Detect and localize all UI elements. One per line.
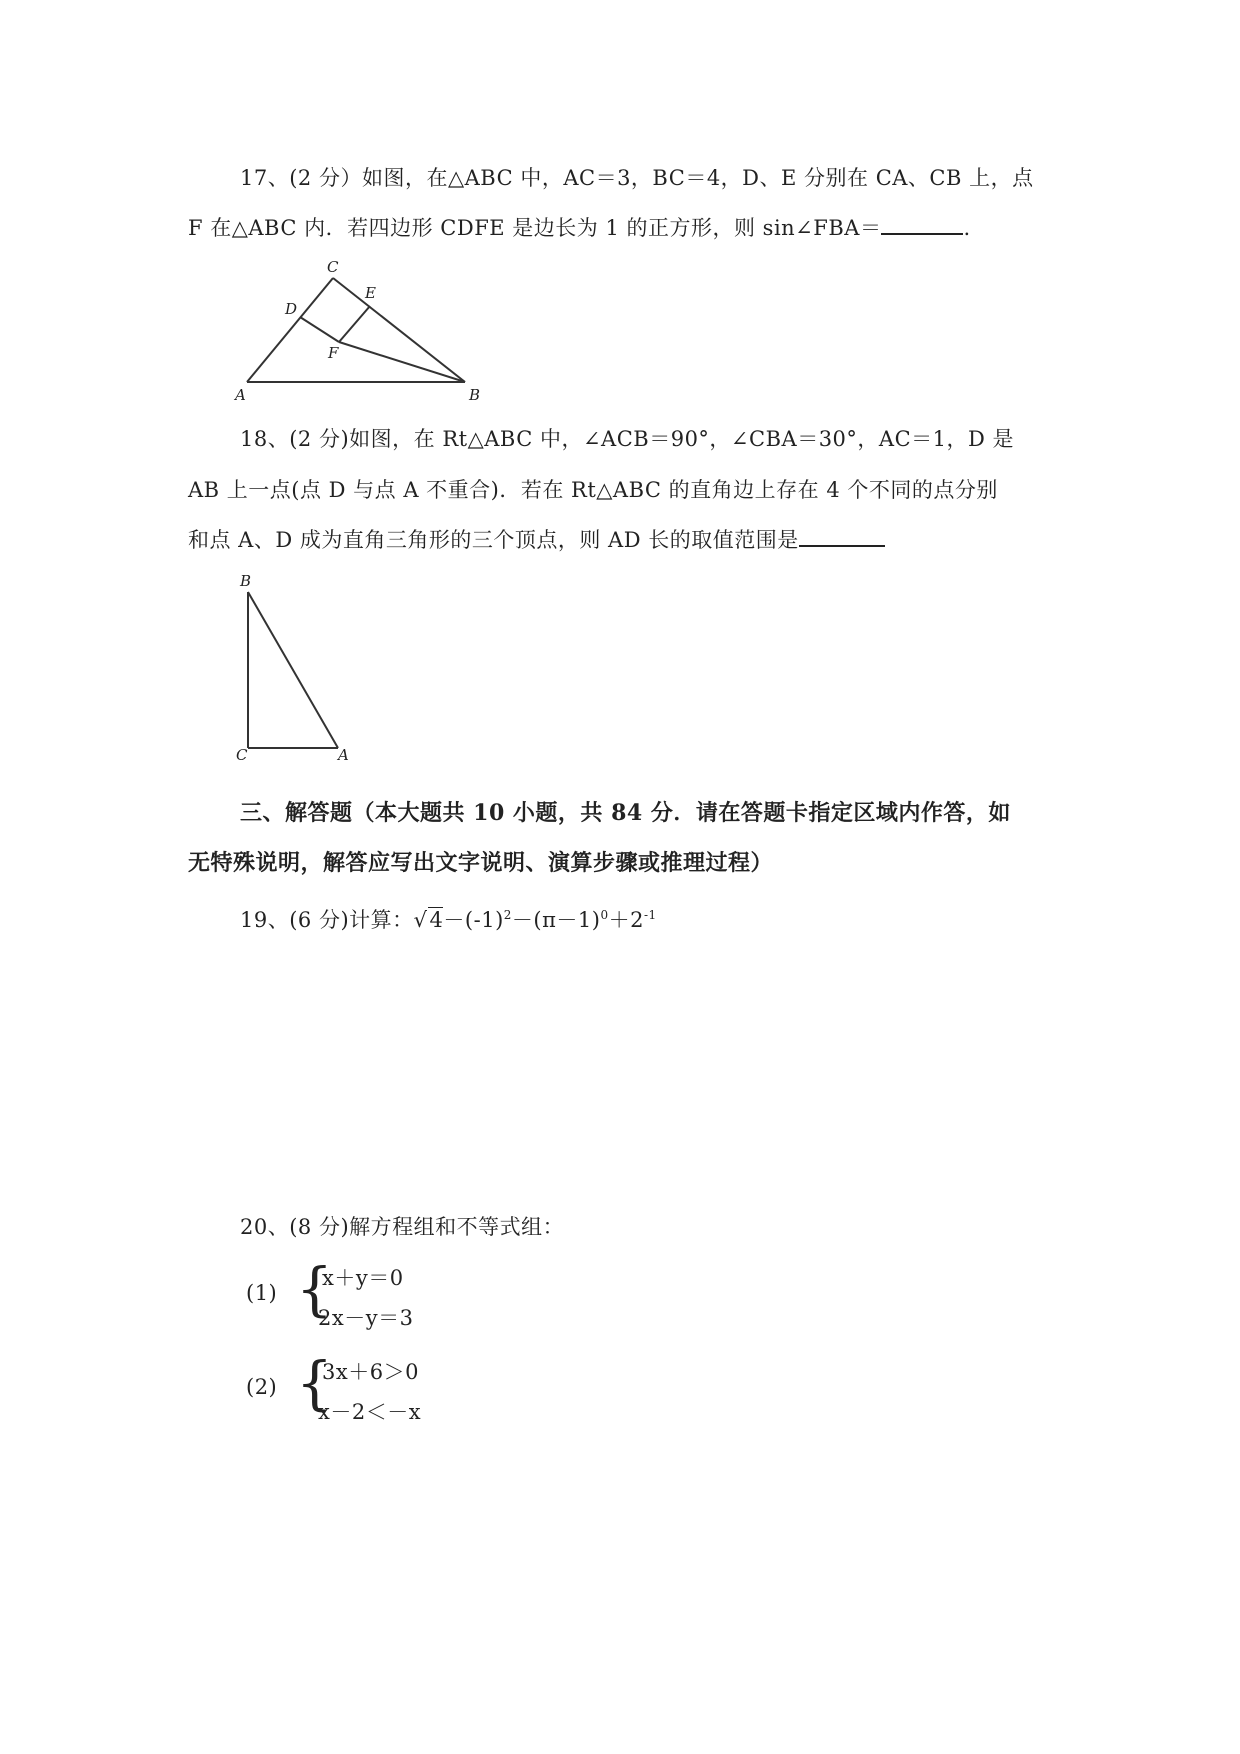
segment-cb	[333, 278, 465, 382]
q20-part2-eq1: 3x＋6＞0	[322, 1360, 419, 1384]
label-c: C	[236, 746, 248, 760]
q19-expression	[240, 904, 657, 934]
q19-part2: －(-1)	[443, 908, 504, 932]
q19-radicand: 4	[429, 908, 444, 932]
answer-blank-17	[881, 229, 963, 235]
segment-ba	[248, 592, 338, 748]
q19-exp1: 2	[503, 908, 512, 922]
label-d: D	[285, 300, 298, 318]
segment-ef	[339, 306, 370, 342]
q17-triangle-figure	[225, 258, 525, 408]
q17-line2-text: F 在△ABC 内．若四边形 CDFE 是边长为 1 的正方形，则 sin∠FBA＝	[188, 216, 882, 240]
q17-line1: 17、(2 分）如图，在△ABC 中，AC＝3，BC＝4，D、E 分别在 CA、CB 上，点	[240, 166, 1034, 190]
label-e: E	[365, 284, 376, 302]
label-a: A	[338, 746, 349, 760]
q18-line2: AB 上一点(点 D 与点 A 不重合)．若在 Rt△ABC 的直角边上存在 4 个不同的点分别	[188, 478, 998, 502]
q20-part1-eq1: x＋y＝0	[322, 1266, 404, 1290]
segment-df	[300, 317, 339, 342]
q19-part4: ＋2	[608, 908, 644, 932]
q20-part2-label: (2)	[246, 1375, 278, 1399]
q20-title: 20、(8 分)解方程组和不等式组：	[240, 1215, 565, 1239]
q17-line2	[188, 212, 971, 242]
q20-part1-eq2: 2x－y＝3	[318, 1306, 414, 1330]
q18-line3-text: 和点 A、D 成为直角三角形的三个顶点，则 AD 长的取值范围是	[188, 528, 799, 552]
label-b: B	[469, 386, 481, 404]
left-brace-2: {	[296, 1349, 333, 1417]
section3-heading-line1: 三、解答题（本大题共 10 小题，共 84 分．请在答题卡指定区域内作答，如	[240, 800, 1011, 826]
label-f: F	[328, 344, 339, 362]
segment-fb	[339, 342, 465, 382]
q18-line3	[188, 524, 885, 554]
sqrt-symbol: √	[413, 908, 428, 932]
q20-part2-eq2: x－2＜－x	[318, 1400, 422, 1424]
q19-exp2: 0	[600, 908, 609, 922]
q18-triangle-figure	[228, 570, 368, 760]
q17-period: .	[963, 216, 971, 240]
q19-prefix: 19、(6 分)计算：	[240, 908, 414, 932]
answer-blank-18	[799, 541, 885, 547]
q20-part1-label: (1)	[246, 1281, 278, 1305]
label-a: A	[235, 386, 246, 404]
label-b: B	[240, 572, 252, 590]
q18-line1: 18、(2 分)如图，在 Rt△ABC 中，∠ACB＝90°，∠CBA＝30°，AC＝1，D 是	[240, 427, 1015, 451]
q19-part3: －(π－1)	[511, 908, 601, 932]
label-c: C	[327, 258, 339, 276]
left-brace-1: {	[296, 1255, 333, 1323]
q19-exp3: -1	[643, 908, 657, 922]
section3-heading-line2: 无特殊说明，解答应写出文字说明、演算步骤或推理过程）	[188, 850, 774, 876]
